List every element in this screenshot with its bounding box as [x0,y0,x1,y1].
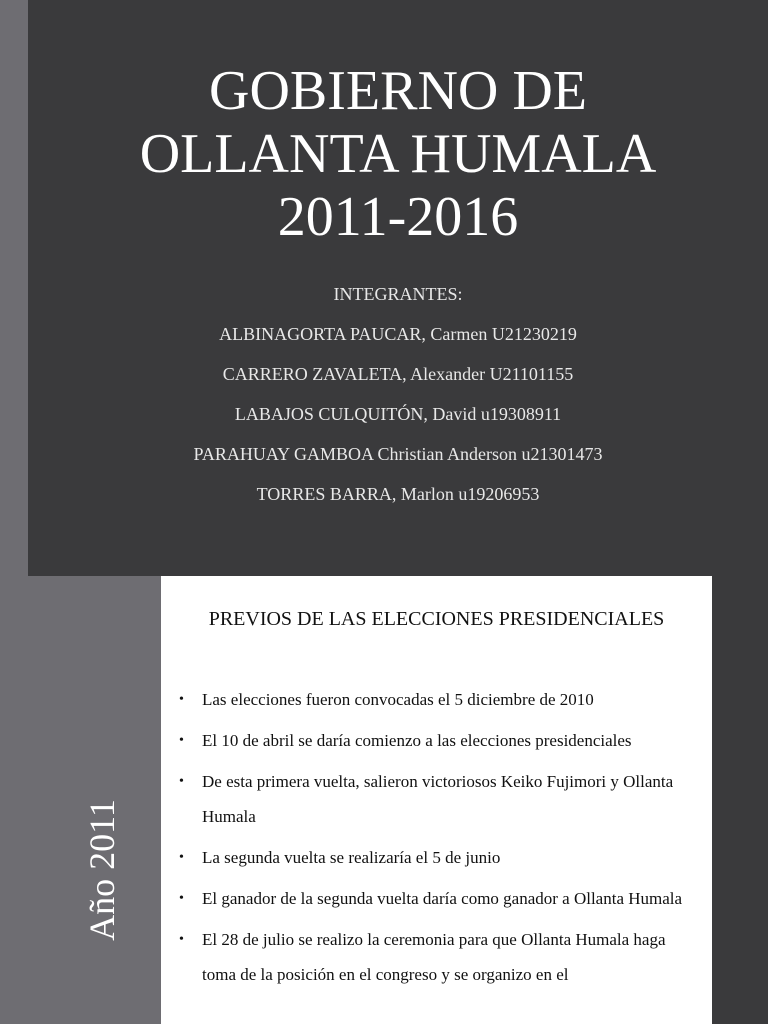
bullet-list [177,682,697,998]
member-name: LABAJOS CULQUITÓN, David u19308911 [234,404,562,424]
content-card [161,576,712,1024]
bullet-text: Las elecciones fueron convocadas el 5 diciembre de 2010 [202,690,594,709]
title-line-3: 2011-2016 [277,186,519,248]
member-name: CARRERO ZAVALETA, Alexander U21101155 [222,364,574,384]
list-item [177,881,697,916]
year-vertical-label: Año 2011 [82,799,122,941]
bullet-icon: • [179,733,184,748]
bullet-text: El 10 de abril se daría comienzo a las elecciones presidenciales [202,731,632,750]
bullet-text: La segunda vuelta se realizaría el 5 de junio [202,848,501,867]
bullet-icon: • [179,891,184,906]
bullet-icon: • [179,850,184,865]
page-title [28,60,768,249]
section-title: PREVIOS DE LAS ELECCIONES PRESIDENCIALES [208,608,665,630]
list-item [177,764,697,834]
member-name: PARAHUAY GAMBOA Christian Anderson u21301473 [193,444,603,464]
title-line-1: GOBIERNO DE [209,60,587,122]
bullet-text: El 28 de julio se realizo la ceremonia para que Ollanta Humala haga toma de la posición en el congreso y se organizo en el [202,930,666,984]
bullet-icon: • [179,692,184,707]
bullet-icon: • [179,774,184,789]
member-name: ALBINAGORTA PAUCAR, Carmen U21230219 [219,324,577,344]
list-item [177,682,697,717]
list-item [177,723,697,758]
list-item [177,922,697,992]
bullet-icon: • [179,932,184,947]
members-heading: INTEGRANTES: [333,284,463,304]
members-block [28,274,768,514]
bullet-text: El ganador de la segunda vuelta daría como ganador a Ollanta Humala [202,889,683,908]
list-item [177,840,697,875]
right-edge-panel [712,576,768,1024]
member-name: TORRES BARRA, Marlon u19206953 [256,484,540,504]
bullet-text: De esta primera vuelta, salieron victoriosos Keiko Fujimori y Ollanta Humala [202,772,674,826]
title-line-2: OLLANTA HUMALA [139,123,657,185]
left-accent-strip [0,0,28,1024]
